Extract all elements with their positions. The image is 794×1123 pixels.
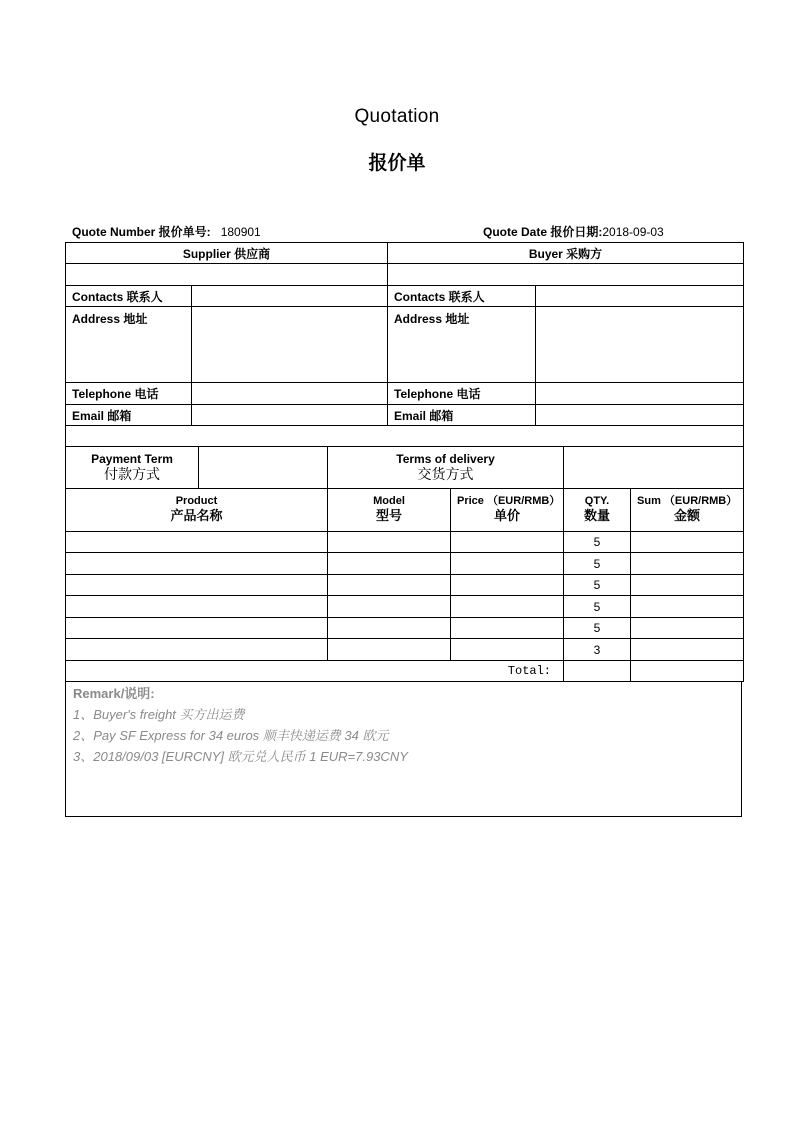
column-header-price-en: Price （EUR/RMB） xyxy=(457,495,561,507)
supplier-header: Supplier 供应商 xyxy=(66,243,388,264)
column-header-sum xyxy=(631,489,744,532)
total-label: Total: xyxy=(66,661,564,682)
items-table xyxy=(65,446,744,682)
price-cell[interactable] xyxy=(451,618,564,639)
supplier-email-field[interactable] xyxy=(192,405,388,426)
quote-number-label: Quote Number 报价单号: xyxy=(72,225,211,239)
column-header-product-cn: 产品名称 xyxy=(170,509,223,524)
column-header-sum-cn: 金额 xyxy=(674,509,701,524)
delivery-terms-cn: 交货方式 xyxy=(417,466,474,483)
sum-cell[interactable] xyxy=(631,639,744,661)
column-header-qty-en: QTY. xyxy=(584,495,610,507)
buyer-email-field[interactable] xyxy=(536,405,744,426)
supplier-name-field[interactable] xyxy=(66,264,388,286)
sum-cell[interactable] xyxy=(631,575,744,596)
table-row xyxy=(66,532,744,553)
payment-term-field[interactable] xyxy=(199,447,328,489)
remark-line: 1、Buyer's freight 买方出运费 xyxy=(73,707,245,722)
quote-date-value: 2018-09-03 xyxy=(602,225,664,239)
column-header-qty xyxy=(564,489,631,532)
qty-cell[interactable]: 5 xyxy=(564,553,631,575)
supplier-telephone-field[interactable] xyxy=(192,383,388,405)
model-cell[interactable] xyxy=(328,596,451,618)
product-cell[interactable] xyxy=(66,596,328,618)
product-cell[interactable] xyxy=(66,575,328,596)
model-cell[interactable] xyxy=(328,553,451,575)
sum-cell[interactable] xyxy=(631,618,744,639)
quote-number xyxy=(72,223,261,240)
qty-cell[interactable]: 5 xyxy=(564,532,631,553)
model-cell[interactable] xyxy=(328,575,451,596)
payment-term-label xyxy=(66,447,199,489)
supplier-telephone-label: Telephone 电话 xyxy=(66,383,192,405)
table-row xyxy=(66,639,744,661)
price-cell[interactable] xyxy=(451,639,564,661)
supplier-address-label: Address 地址 xyxy=(66,307,192,383)
product-cell[interactable] xyxy=(66,553,328,575)
sum-cell[interactable] xyxy=(631,553,744,575)
payment-term-cn: 付款方式 xyxy=(104,466,160,483)
parties-table xyxy=(65,242,744,447)
column-header-product xyxy=(66,489,328,532)
document-title-chinese: 报价单 xyxy=(368,152,426,174)
delivery-terms-field[interactable] xyxy=(564,447,744,489)
column-header-product-en: Product xyxy=(175,495,218,507)
table-row xyxy=(66,553,744,575)
quote-number-value: 180901 xyxy=(220,225,261,239)
spacer-row xyxy=(66,426,744,447)
product-cell[interactable] xyxy=(66,639,328,661)
total-row xyxy=(66,661,744,682)
column-header-price xyxy=(451,489,564,532)
total-qty-cell[interactable] xyxy=(564,661,631,682)
supplier-contacts-label: Contacts 联系人 xyxy=(66,286,192,307)
product-cell[interactable] xyxy=(66,618,328,639)
qty-cell[interactable]: 5 xyxy=(564,575,631,596)
buyer-contacts-label: Contacts 联系人 xyxy=(388,286,536,307)
qty-cell[interactable]: 5 xyxy=(564,618,631,639)
buyer-email-label: Email 邮箱 xyxy=(388,405,536,426)
qty-cell[interactable]: 3 xyxy=(564,639,631,661)
remark-box xyxy=(65,681,742,817)
column-header-model-en: Model xyxy=(373,495,405,507)
buyer-address-label: Address 地址 xyxy=(388,307,536,383)
supplier-email-label: Email 邮箱 xyxy=(66,405,192,426)
column-header-model xyxy=(328,489,451,532)
remark-title: Remark/说明: xyxy=(73,686,155,701)
price-cell[interactable] xyxy=(451,553,564,575)
price-cell[interactable] xyxy=(451,575,564,596)
product-cell[interactable] xyxy=(66,532,328,553)
price-cell[interactable] xyxy=(451,596,564,618)
column-header-qty-cn: 数量 xyxy=(584,509,611,524)
total-sum-cell[interactable] xyxy=(631,661,744,682)
table-row xyxy=(66,596,744,618)
payment-term-en: Payment Term xyxy=(91,451,173,466)
remark-line: 3、2018/09/03 [EURCNY] 欧元兑人民币 1 EUR=7.93CNY xyxy=(73,749,408,764)
buyer-telephone-field[interactable] xyxy=(536,383,744,405)
model-cell[interactable] xyxy=(328,618,451,639)
supplier-contacts-field[interactable] xyxy=(192,286,388,307)
table-row xyxy=(66,618,744,639)
buyer-address-field[interactable] xyxy=(536,307,744,383)
buyer-name-field[interactable] xyxy=(388,264,744,286)
supplier-address-field[interactable] xyxy=(192,307,388,383)
column-header-price-cn: 单价 xyxy=(494,509,521,524)
column-header-sum-en: Sum （EUR/RMB） xyxy=(637,495,738,507)
qty-cell[interactable]: 5 xyxy=(564,596,631,618)
price-cell[interactable] xyxy=(451,532,564,553)
model-cell[interactable] xyxy=(328,532,451,553)
quote-date xyxy=(483,223,664,240)
model-cell[interactable] xyxy=(328,639,451,661)
table-row xyxy=(66,575,744,596)
buyer-contacts-field[interactable] xyxy=(536,286,744,307)
delivery-terms-en: Terms of delivery xyxy=(396,451,495,466)
remark-line: 2、Pay SF Express for 34 euros 顺丰快递运费 34 欧元 xyxy=(73,728,389,743)
column-header-model-cn: 型号 xyxy=(375,509,402,524)
delivery-terms-label xyxy=(328,447,564,489)
sum-cell[interactable] xyxy=(631,532,744,553)
sum-cell[interactable] xyxy=(631,596,744,618)
buyer-telephone-label: Telephone 电话 xyxy=(388,383,536,405)
buyer-header: Buyer 采购方 xyxy=(388,243,744,264)
quote-date-label: Quote Date 报价日期: xyxy=(483,225,603,239)
document-title: Quotation xyxy=(354,106,440,127)
